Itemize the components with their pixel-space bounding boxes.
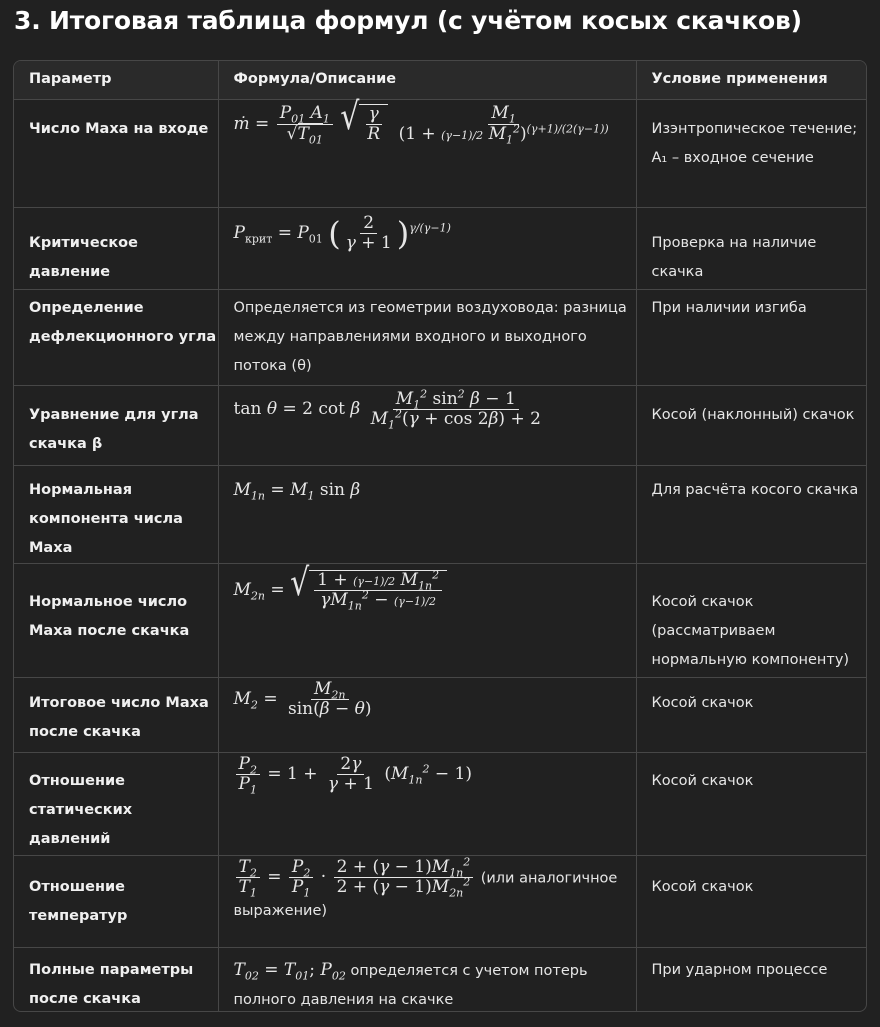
formula-suffix: определяется с учетом потерь полного давления на скачке — [233, 962, 588, 1008]
condition-cell: Косой скачок — [636, 855, 867, 947]
table-row — [14, 855, 867, 947]
column-header-formula: Формула/Описание — [218, 61, 636, 99]
section-heading: 3. Итоговая таблица формул (с учётом косых скачков) — [14, 6, 802, 35]
param-cell: Определение дефлекционного угла — [14, 289, 218, 385]
table-row — [14, 563, 867, 677]
condition-cell: Изэнтропическое течение; A₁ – входное сечение — [636, 99, 867, 207]
condition-cell: При наличии изгиба — [636, 289, 867, 385]
formula-mass-flow: ṁ = $\frac{P_{01} A_1}{√T_{01}}$ √ $\frac{\gamma}{R}$ $\frac{M_1}{(1 + (\gamma-1)/2 M_1^2)^{(\gamma+1)/(2(\gamma-1))}}$ — [233, 94, 609, 146]
formula-cell — [218, 465, 636, 563]
param-cell: Нормальное число Маха после скачка — [14, 563, 218, 677]
formula-cell — [218, 947, 636, 1012]
formula-shock-angle: tan θ = 2 cot β $\frac{M_1^2 \sin^2 \beta - 1}{M_1^2(\gamma + \cos 2\beta) + 2}$ — [233, 386, 541, 432]
table-row — [14, 752, 867, 855]
formula-cell — [218, 560, 636, 677]
condition-cell: Проверка на наличие скачка — [636, 207, 867, 289]
table-row — [14, 207, 867, 289]
formula-cell: Определяется из геометрии воздуховода: разница между направлениями входного и выходного потока (θ) — [218, 289, 636, 385]
formula-critical-pressure: $P_{крит} = P_{01}$ ( $\frac{2}{\gamma + 1}$ )$^{\gamma/(\gamma-1)}$ — [233, 212, 451, 254]
formula-pressure-ratio: $\frac{P_2}{P_1}$ = 1 + $\frac{2\gamma}{\gamma + 1}$ $(M_{1n}^2 - 1)$ — [234, 764, 473, 784]
formula-final-mach: $M_2$ = $\frac{M_{2n}}{\sin(\beta - \theta)}$ — [233, 678, 372, 720]
param-cell: Число Маха на входе — [14, 99, 218, 207]
table-row — [14, 99, 867, 207]
formula-cell — [218, 94, 636, 207]
condition-cell: Косой скачок — [636, 677, 867, 752]
column-header-parameter: Параметр — [14, 61, 218, 99]
param-cell: Полные параметры после скачка — [14, 947, 218, 1012]
formula-cell — [218, 752, 636, 855]
table-row — [14, 677, 867, 752]
formula-cell — [218, 207, 636, 289]
param-cell: Отношение статических давлений — [14, 752, 218, 855]
table-row — [14, 289, 867, 385]
table-row — [14, 947, 867, 1012]
formula-post-shock-normal-mach: $M_{2n}$ = √ $\frac{1 + (\gamma-1)/2 M_{1n}^2}{\gamma M_{1n}^2 - (\gamma-1)/2}$ — [234, 580, 448, 600]
table-row — [14, 465, 867, 563]
table-header-row — [14, 61, 867, 99]
param-cell: Итоговое число Маха после скачка — [14, 677, 218, 752]
param-cell: Критическое давление — [14, 207, 218, 289]
condition-cell: Для расчёта косого скачка — [636, 465, 867, 563]
condition-cell: Косой скачок (рассматриваем нормальную компоненту) — [636, 563, 867, 677]
formula-total-params: $T_{02} = T_{01}$; $P_{02}$ — [233, 959, 346, 982]
table-row — [14, 385, 867, 465]
formula-cell — [218, 855, 636, 947]
param-cell: Отношение температур — [14, 855, 218, 947]
formula-temperature-ratio: $\frac{T_2}{T_1}$ = $\frac{P_2}{P_1}$ · $\frac{2 + (\gamma - 1)M_{1n}^2}{2 + (\gamma - 1)M_{2n}^2}$ — [234, 867, 481, 887]
condition-cell: Косой скачок — [636, 752, 867, 855]
param-cell: Уравнение для угла скачка β — [14, 385, 218, 465]
formula-cell — [218, 677, 636, 752]
column-header-condition: Условие применения — [636, 61, 867, 99]
formula-normal-mach: $M_{1n} = M_1$ sin β — [233, 479, 361, 502]
formula-suffix: (или аналогичное выражение) — [233, 870, 618, 919]
formula-table — [13, 60, 867, 1012]
condition-cell: При ударном процессе — [651, 961, 828, 978]
formula-cell — [218, 385, 636, 465]
param-cell: Нормальная компонента числа Маха — [14, 465, 218, 563]
condition-cell: Косой (наклонный) скачок — [636, 385, 867, 465]
